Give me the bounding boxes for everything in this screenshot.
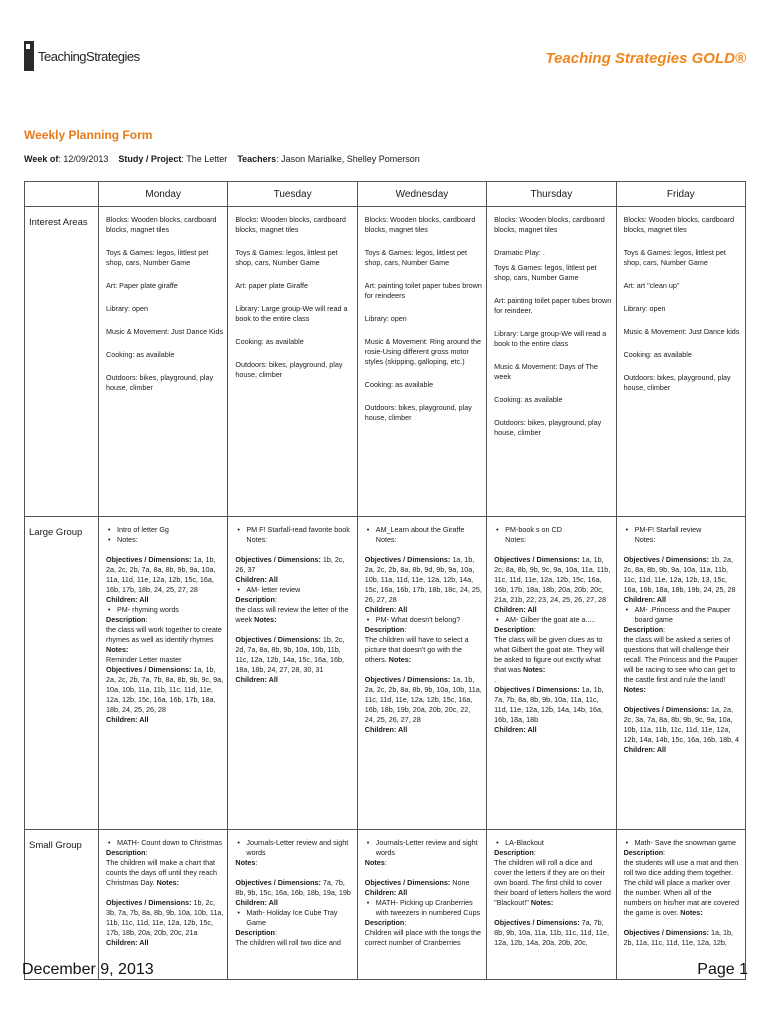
large-monday	[99, 517, 228, 830]
activity-item: • MATH- Picking up Cranberries with tweezers in numbered Cups	[365, 898, 482, 918]
activity-item: • PM- rhyming words	[106, 605, 223, 615]
activity-item: • Math- Save the snowman game	[624, 838, 741, 848]
interest-item: Toys & Games: legos, littlest pet shop, cars, Number Game	[106, 248, 209, 267]
brand-title: Teaching Strategies GOLD®	[545, 50, 746, 67]
activity-item: • AM- letter review	[235, 585, 352, 595]
interest-item: Cooking: as available	[235, 337, 304, 346]
children: Children: All	[364, 888, 408, 897]
large-friday	[616, 517, 745, 830]
objectives: Objectives / Dimensions: 1a, 1b, 2a, 2c, 2b, 7a, 7b, 8a, 8b, 9b, 9c, 9a, 10a, 10b, 11a, 11b, 11c, 11d, 11e, 12a, 12b, 15c, 16a, 16b, 17b, 18a, 18b, 24, 25, 26, 28	[106, 665, 224, 714]
weekly-plan-table	[24, 181, 746, 980]
objectives: Objectives / Dimensions: 1b, 2a, 2c, 8a, 8b, 9b, 9a, 10a, 11a, 11b, 11c, 11d, 11e, 12a, 12b, 13, 15c, 16a, 16b, 18a, 18b, 19b, 24, 25, 28	[623, 555, 736, 594]
activity-item: • MATH- Count down to Christmas	[106, 838, 223, 848]
day-header-friday: Friday	[616, 182, 745, 207]
small-friday	[616, 830, 745, 980]
study-value: : The Letter	[181, 154, 228, 164]
children: Children: All	[106, 715, 149, 724]
notes-label: Notes:	[235, 858, 258, 867]
children: Children: All	[235, 575, 278, 584]
children: Children: All	[106, 938, 149, 947]
interest-item: Art: paper plate Giraffe	[235, 281, 308, 290]
day-header-wednesday: Wednesday	[357, 182, 486, 207]
objectives: Objectives / Dimensions: 1a, 1b, 2a, 2c, 2b, 8a, 8b, 9d, 9b, 9a, 10a, 10b, 11a, 11d, 11e, 12a, 12b, 14a, 15c, 16a, 16b, 17b, 18b, 18c, 24, 25, 26, 27, 28	[364, 555, 482, 604]
objectives: Objectives / Dimensions: None	[364, 878, 470, 887]
interest-item: Art: Paper plate giraffe	[106, 281, 178, 290]
description: the students will use a mat and then roll two dice adding them together. The child will place a marker over the number. When all of the numbers on his/her mat are covered the game is over. Notes:	[623, 858, 740, 917]
reminder: Reminder Letter master	[106, 655, 182, 664]
week-value: : 12/09/2013	[58, 154, 109, 164]
description-label: Description:	[494, 848, 536, 857]
activity-item: • Intro of letter Gg	[106, 525, 223, 535]
children: Children: All	[494, 725, 537, 734]
day-header-monday: Monday	[99, 182, 228, 207]
interest-item: Art: painting toilet paper tubes brown for reindeers	[364, 281, 482, 300]
interest-friday	[616, 207, 745, 517]
row-label-small: Small Group	[25, 830, 99, 980]
small-monday	[99, 830, 228, 980]
interest-item: Music & Movement: Just Dance Kids	[106, 327, 224, 336]
day-header-row	[25, 182, 746, 207]
children: Children: All	[235, 675, 278, 684]
interest-monday	[99, 207, 228, 517]
objectives: Objectives / Dimensions: 7a, 7b, 8b, 9b, 15c, 16a, 16b, 18b, 19a, 19b	[235, 878, 351, 897]
interest-item: Art: painting toilet paper tubes brown for reindeer.	[494, 296, 612, 315]
description: the class will review the letter of the week Notes:	[235, 605, 349, 624]
interest-item: Cooking: as available	[494, 395, 563, 404]
description-label: Description:	[494, 625, 536, 634]
form-title: Weekly Planning Form	[24, 128, 153, 142]
interest-item: Library: open	[623, 304, 666, 313]
activity-item: • PM-F! Starfall review	[624, 525, 741, 535]
description: The children will roll a dice and cover the letters if they are on their own board. The first child to cover their board of letters hollers the word "Blackout!" Notes:	[494, 858, 611, 907]
interest-item: Library: Large group-We will read a book to the entire class	[235, 304, 348, 323]
interest-item: Cooking: as available	[623, 350, 692, 359]
form-meta	[24, 154, 420, 164]
interest-item: Library: open	[364, 314, 407, 323]
teachers-value: : Jason Marialke, Shelley Pomerson	[276, 154, 420, 164]
logo-text-regular: Strategies	[86, 48, 140, 64]
objectives: Objectives / Dimensions: 1a, 1b, 2b, 11a, 11c, 11d, 11e, 12a, 12b,	[623, 928, 734, 947]
activity-item: • PM F! Starfall-read favorite book	[235, 525, 352, 535]
footer-page-number: Page 1	[697, 961, 748, 978]
interest-item: Art: art "clean up"	[623, 281, 680, 290]
row-label-large: Large Group	[25, 517, 99, 830]
interest-item: Cooking: as available	[364, 380, 434, 389]
row-label-interest: Interest Areas	[25, 207, 99, 517]
interest-item: Music & Movement: Just Dance kids	[623, 327, 740, 336]
children: Children: All	[235, 898, 278, 907]
objectives: Objectives / Dimensions: 1b, 2c, 3b, 7a, 7b, 8a, 8b, 9b, 10a, 10b, 11a, 11b, 11c, 11d, 11e, 12a, 12b, 15c, 17b, 18b, 20a, 20b, 20c, 21a	[106, 898, 224, 937]
large-group-row	[25, 517, 746, 830]
interest-item: Cooking: as available	[106, 350, 175, 359]
logo-book-icon	[24, 41, 34, 71]
separator-dot: .	[494, 675, 497, 684]
interest-item: Outdoors: bikes, playground, play house, climber	[106, 373, 214, 392]
interest-wednesday	[357, 207, 486, 517]
description-label: Description:	[235, 595, 277, 604]
objectives: Objectives / Dimensions: 7a, 7b, 8b, 9b, 10a, 11a, 11b, 11c, 11d, 11e, 12a, 12b, 14a, 20a, 20b, 20c,	[494, 918, 609, 947]
interest-item: Outdoors: bikes, playground, play house, climber	[623, 373, 731, 392]
notes-label: • Notes:	[106, 535, 223, 545]
activity-item: • Journals-Letter review and sight words	[365, 838, 482, 858]
interest-areas-row	[25, 207, 746, 517]
week-label: Week of	[24, 154, 59, 164]
large-tuesday	[228, 517, 357, 830]
day-header-thursday: Thursday	[487, 182, 616, 207]
notes-label: Notes:	[505, 535, 526, 544]
activity-item: • PM-book s on CD	[494, 525, 611, 535]
description-label: Description:	[623, 848, 666, 857]
notes-label: Notes:	[375, 535, 397, 544]
interest-item: Outdoors: bikes, playground, play house, climber	[494, 418, 602, 437]
description-label: Description:	[364, 918, 407, 927]
description: the class will be asked a series of questions that will challenge their recall. The Princess and the Pauper will be racing to see who can get to the castle first and rule the land! Notes:	[623, 635, 738, 694]
interest-item: Toys & Games: legos, littlest pet shop, cars, Number Game	[623, 248, 726, 267]
interest-item: Blocks: Wooden blocks, cardboard blocks, magnet tiles	[106, 215, 217, 234]
interest-item: Blocks: Wooden blocks, cardboard blocks, magnet tiles	[494, 215, 605, 234]
objectives: Objectives / Dimensions: 1a, 1b, 2a, 2c, 2b, 7a, 8a, 8b, 9b, 9a, 10a, 11a, 11d, 11e, 12a, 12b, 15c, 16a, 16b, 17b, 18b, 24, 25, 27, 28	[106, 555, 216, 594]
description: The children will have to select a picture that doesn't go with the others. Notes:	[364, 635, 469, 664]
description-label: Description:	[623, 625, 666, 634]
interest-item: Blocks: Wooden blocks, cardboard blocks, magnet tiles	[623, 215, 735, 234]
activity-item: • Journals-Letter review and sight words	[235, 838, 352, 858]
interest-item: Dramatic Play: .	[494, 248, 545, 257]
children: Children: All	[106, 595, 149, 604]
interest-item: Outdoors: bikes, playground, play house, climber	[235, 360, 343, 379]
corner-cell	[25, 182, 99, 207]
study-label: Study / Project	[118, 154, 182, 164]
interest-item: Music & Movement: Days of The week	[494, 362, 598, 381]
children: Children: All	[364, 605, 408, 614]
teaching-strategies-logo	[24, 40, 140, 72]
notes-label: Notes:	[364, 858, 387, 867]
description: the class will work together to create rhymes as well as identify rhymes Notes:	[106, 625, 222, 654]
interest-tuesday	[228, 207, 357, 517]
activity-item: • AM_Learn about the Giraffe	[365, 525, 482, 535]
description: The children will roll two dice and	[235, 938, 341, 947]
interest-item: Blocks: Wooden blocks, cardboard blocks, magnet tiles	[235, 215, 346, 234]
objectives: Objectives / Dimensions: 1a, 2a, 2c, 3a, 7a, 8a, 8b, 9b, 9c, 9a, 10a, 10b, 11a, 11b, 11c, 11d, 11e, 12a, 12b, 14a, 14b, 15c, 16a, 16b, 18b, 4	[623, 705, 740, 744]
children: Children: All	[494, 605, 537, 614]
small-wednesday	[357, 830, 486, 980]
objectives: Objectives / Dimensions: 1b, 2c, 26, 37	[235, 555, 345, 574]
objectives: Objectives / Dimensions: 1b, 2c, 2d, 7a, 8a, 8b, 9b, 10a, 10b, 11b, 11c, 12a, 12b, 14a, 15c, 16a, 16b, 18a, 18b, 24, 27, 28, 30, 31	[235, 635, 345, 674]
description: The class will be given clues as to what Gilbert the goat ate. They will be asked to figure out exctly what that was Notes:	[494, 635, 605, 674]
description-label: Description:	[364, 625, 407, 634]
notes-label: Notes:	[634, 535, 656, 544]
description-label: Description:	[106, 615, 148, 624]
notes-label: Notes:	[246, 535, 268, 544]
interest-item: Library: Large group-We will read a book to the entire class	[494, 329, 607, 348]
activity-item: • AM- .Princess and the Pauper board game	[624, 605, 741, 625]
day-header-tuesday: Tuesday	[228, 182, 357, 207]
large-thursday	[487, 517, 616, 830]
activity-item: • PM- What doesn't belong?	[365, 615, 482, 625]
children: Children: All	[623, 745, 667, 754]
footer-date: December 9, 2013	[22, 961, 154, 978]
large-wednesday	[357, 517, 486, 830]
children: Children: All	[364, 725, 408, 734]
objectives: Objectives / Dimensions: 1a, 1b, 2a, 2c, 2b, 8a, 8b, 9b, 10a, 10b, 11a, 11c, 11d, 11e, 12a, 12b, 15c, 16a, 16b, 18b, 19b, 20a, 20b, 20c, 22, 24, 25, 26, 27, 28	[364, 675, 482, 724]
interest-item: Blocks: Wooden blocks, cardboard blocks, magnet tiles	[364, 215, 476, 234]
interest-item: Toys & Games: legos, littlest pet shop, cars, Number Game	[364, 248, 468, 267]
activity-item: • Math- Holiday Ice Cube Tray Game	[235, 908, 352, 928]
interest-item: Outdoors: bikes, playground, play house, climber	[364, 403, 472, 422]
objectives: Objectives / Dimensions: 1a, 1b, 2c, 8a, 8b, 9b, 9c, 9a, 10a, 11a, 11b, 11c, 11d, 11e, 12a, 12b, 15c, 16a, 16b, 17b, 18a, 18b, 20a, 20b, 20c, 21a, 21b, 22, 23, 24, 25, 26, 27, 28	[494, 555, 611, 604]
description: The children will make a chart that counts the days off until they reach Christmas Day. Notes:	[106, 858, 217, 887]
description-label: Description:	[235, 928, 277, 937]
description-label: Description:	[106, 848, 148, 857]
objectives: Objectives / Dimensions: 1a, 1b, 7a, 7b, 8a, 8b, 9b, 10a, 11a, 11c, 11d, 11e, 12a, 12b, 14a, 14b, 16a, 16b, 18a, 18b	[494, 685, 604, 724]
small-tuesday	[228, 830, 357, 980]
interest-item: Music & Movement: Ring around the rosie-Using different gross motor styles (skipping, galloping, etc.)	[364, 337, 482, 366]
interest-item: Library: open	[106, 304, 148, 313]
small-thursday	[487, 830, 616, 980]
logo-text: TeachingStrategies	[38, 48, 140, 64]
interest-item: Toys & Games: legos, littlest pet shop, cars, Number Game	[235, 248, 338, 267]
interest-item: Toys & Games: legos, littlest pet shop, cars, Number Game	[494, 263, 597, 282]
description: Children will place with the tongs the correct number of Cranberries	[364, 928, 482, 947]
teachers-label: Teachers	[237, 154, 277, 164]
activity-item: • AM- Gilber the goat ate a.....	[494, 615, 611, 625]
activity-item: • LA-Blackout	[494, 838, 611, 848]
children: Children: All	[623, 595, 667, 604]
small-group-row	[25, 830, 746, 980]
interest-thursday	[487, 207, 616, 517]
